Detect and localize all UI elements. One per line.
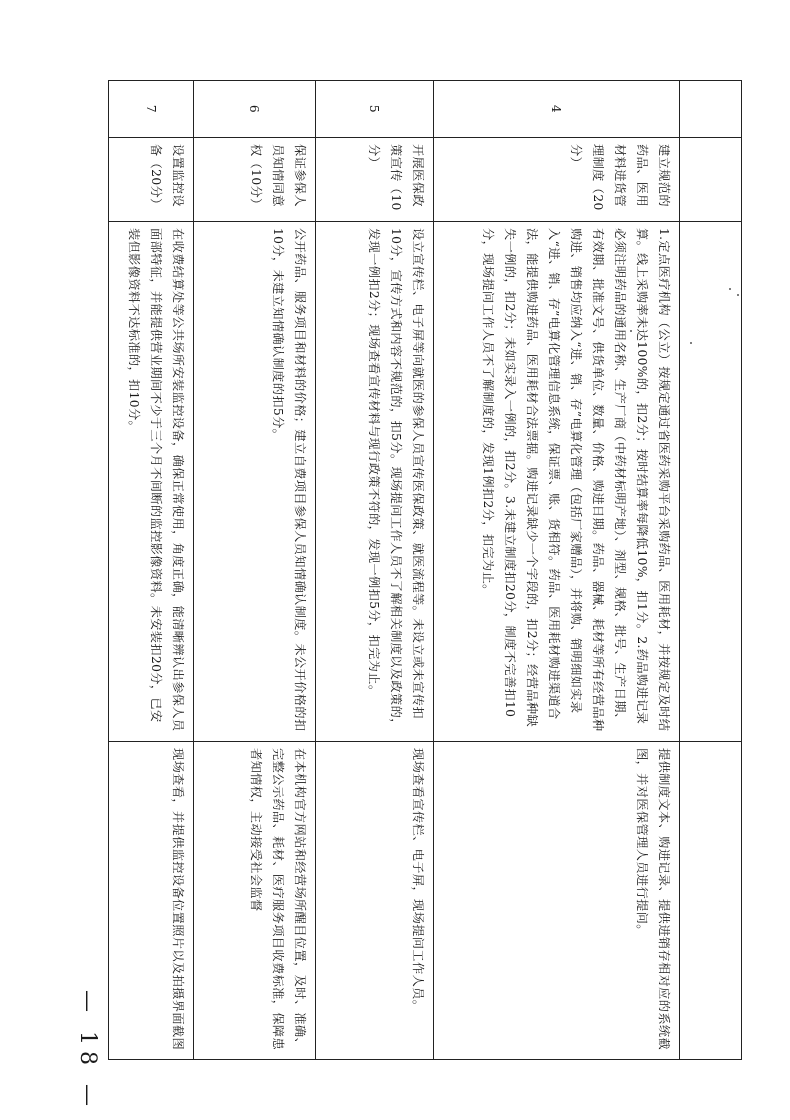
item-text: 开展医保政策宣传（10分）	[367, 144, 425, 211]
table-row	[315, 81, 433, 1059]
cell-item	[680, 137, 741, 221]
cell-standard	[434, 221, 679, 741]
method-text: 现场查看宣传栏、电子屏，现场提问工作人员。	[411, 748, 425, 1013]
row-number: 7	[144, 104, 158, 114]
cell-item	[109, 137, 193, 221]
row-number: 5	[367, 104, 382, 114]
standard-text: 1.定点医疗机构（公立）按规定通过省医药采购平台采购药品、医用耗材，并按规定及时结算。线上采购率未达100%的，扣2分；按时结算率每降低10%，扣1分。2.药品购进记录必须注明药品的通用名称、生产厂商（中药材标明产地）、剂型、规格、批号、生产日期、有效期、批准文号、供货单位、数量、价格、购进日期。药品、器械、耗材等所有经营品种购进、销售均应纳入“进、销、存”电算化管理（包括厂家赠品），并将购、销明细如实录入“进、销、存”电算化管理信息系统，保证票、账、货相符。药品、医用耗材购进渠道合法，能提供购进药品、医用耗材合法票据。购进记录缺少一个字段的，扣2分；经营品种缺失一例的，扣2分；未如实录入一例的，扣2分。3.未建立制度扣20分，制度不完善扣10分，现场提问工作人员不了解制度的，发现1例扣2分，扣完为止。	[481, 228, 671, 732]
cell-method	[316, 741, 433, 1061]
cell-method	[434, 741, 679, 1061]
cell-item	[316, 137, 433, 221]
cell-item	[194, 137, 315, 221]
scan-speck	[630, 330, 632, 332]
cell-num	[109, 81, 193, 137]
cell-item	[434, 137, 679, 221]
cell-method	[109, 741, 193, 1061]
cell-num	[316, 81, 433, 137]
assessment-table	[108, 80, 742, 1060]
table-row	[679, 81, 741, 1059]
table-row	[193, 81, 315, 1059]
method-text: 提供制度文本、购进记录、提供进销存相对应的系统截图，并对医保管理人员进行提问。	[635, 748, 671, 1051]
cell-method	[194, 741, 315, 1061]
standard-text: 公开药品、服务项目和材料的价格；建立自费项目参保人员知情确认制度。未公开价格的扣10分，未建立知情确认制度的扣5分。	[271, 228, 307, 732]
row-number: 6	[247, 104, 262, 114]
cell-num	[194, 81, 315, 137]
item-text: 建立规范的药品、医用材料进货管理制度（20分）	[569, 144, 671, 211]
cell-method	[680, 741, 741, 1061]
table-row	[433, 81, 679, 1059]
scan-speck	[729, 288, 731, 290]
cell-standard	[680, 221, 741, 741]
cell-standard	[316, 221, 433, 741]
item-text: 设置监控设备（20分）	[149, 144, 185, 211]
cell-standard	[194, 221, 315, 741]
page-number: — 18 —	[75, 990, 100, 1112]
item-text: 保证参保人员知情同意权（10分）	[249, 144, 307, 211]
standard-text: 设立宣传栏、电子屏等向就医的参保人员宣传医保政策、就医流程等。未设立或未宣传扣10分，宣传方式和内容不规范的，扣5分。现场提问工作人员不了解相关制度以及政策的，发现一例扣2分；现场查看宣传材料与现行政策不符的，发现一例扣5分，扣完为止。	[367, 228, 425, 731]
scan-speck	[737, 294, 739, 296]
table-row	[109, 81, 193, 1059]
scan-speck	[690, 342, 692, 344]
row-number: 4	[549, 104, 564, 114]
method-text: 在本机构官方网站和经营场所醒目位置，及时、准确、完整公示药品、耗材、医疗服务项目收费标准，保障患者知情权，主动接受社会监督	[249, 748, 307, 1051]
standard-text: 在收费结算处等公共场所安装监控设备，确保正常使用，角度正确，能清晰辨认出参保人员面部特征，并能提供营业期间不少于三个月不间断的监控影像资料。未安装扣20分，已安装但影像资料不达标准的，扣10分。	[127, 228, 185, 732]
cell-standard	[109, 221, 193, 741]
cell-num	[434, 81, 679, 137]
cell-num	[680, 81, 741, 137]
method-text: 现场查看，并提供监控设备位置照片以及拍摄界面截图	[171, 748, 185, 1051]
